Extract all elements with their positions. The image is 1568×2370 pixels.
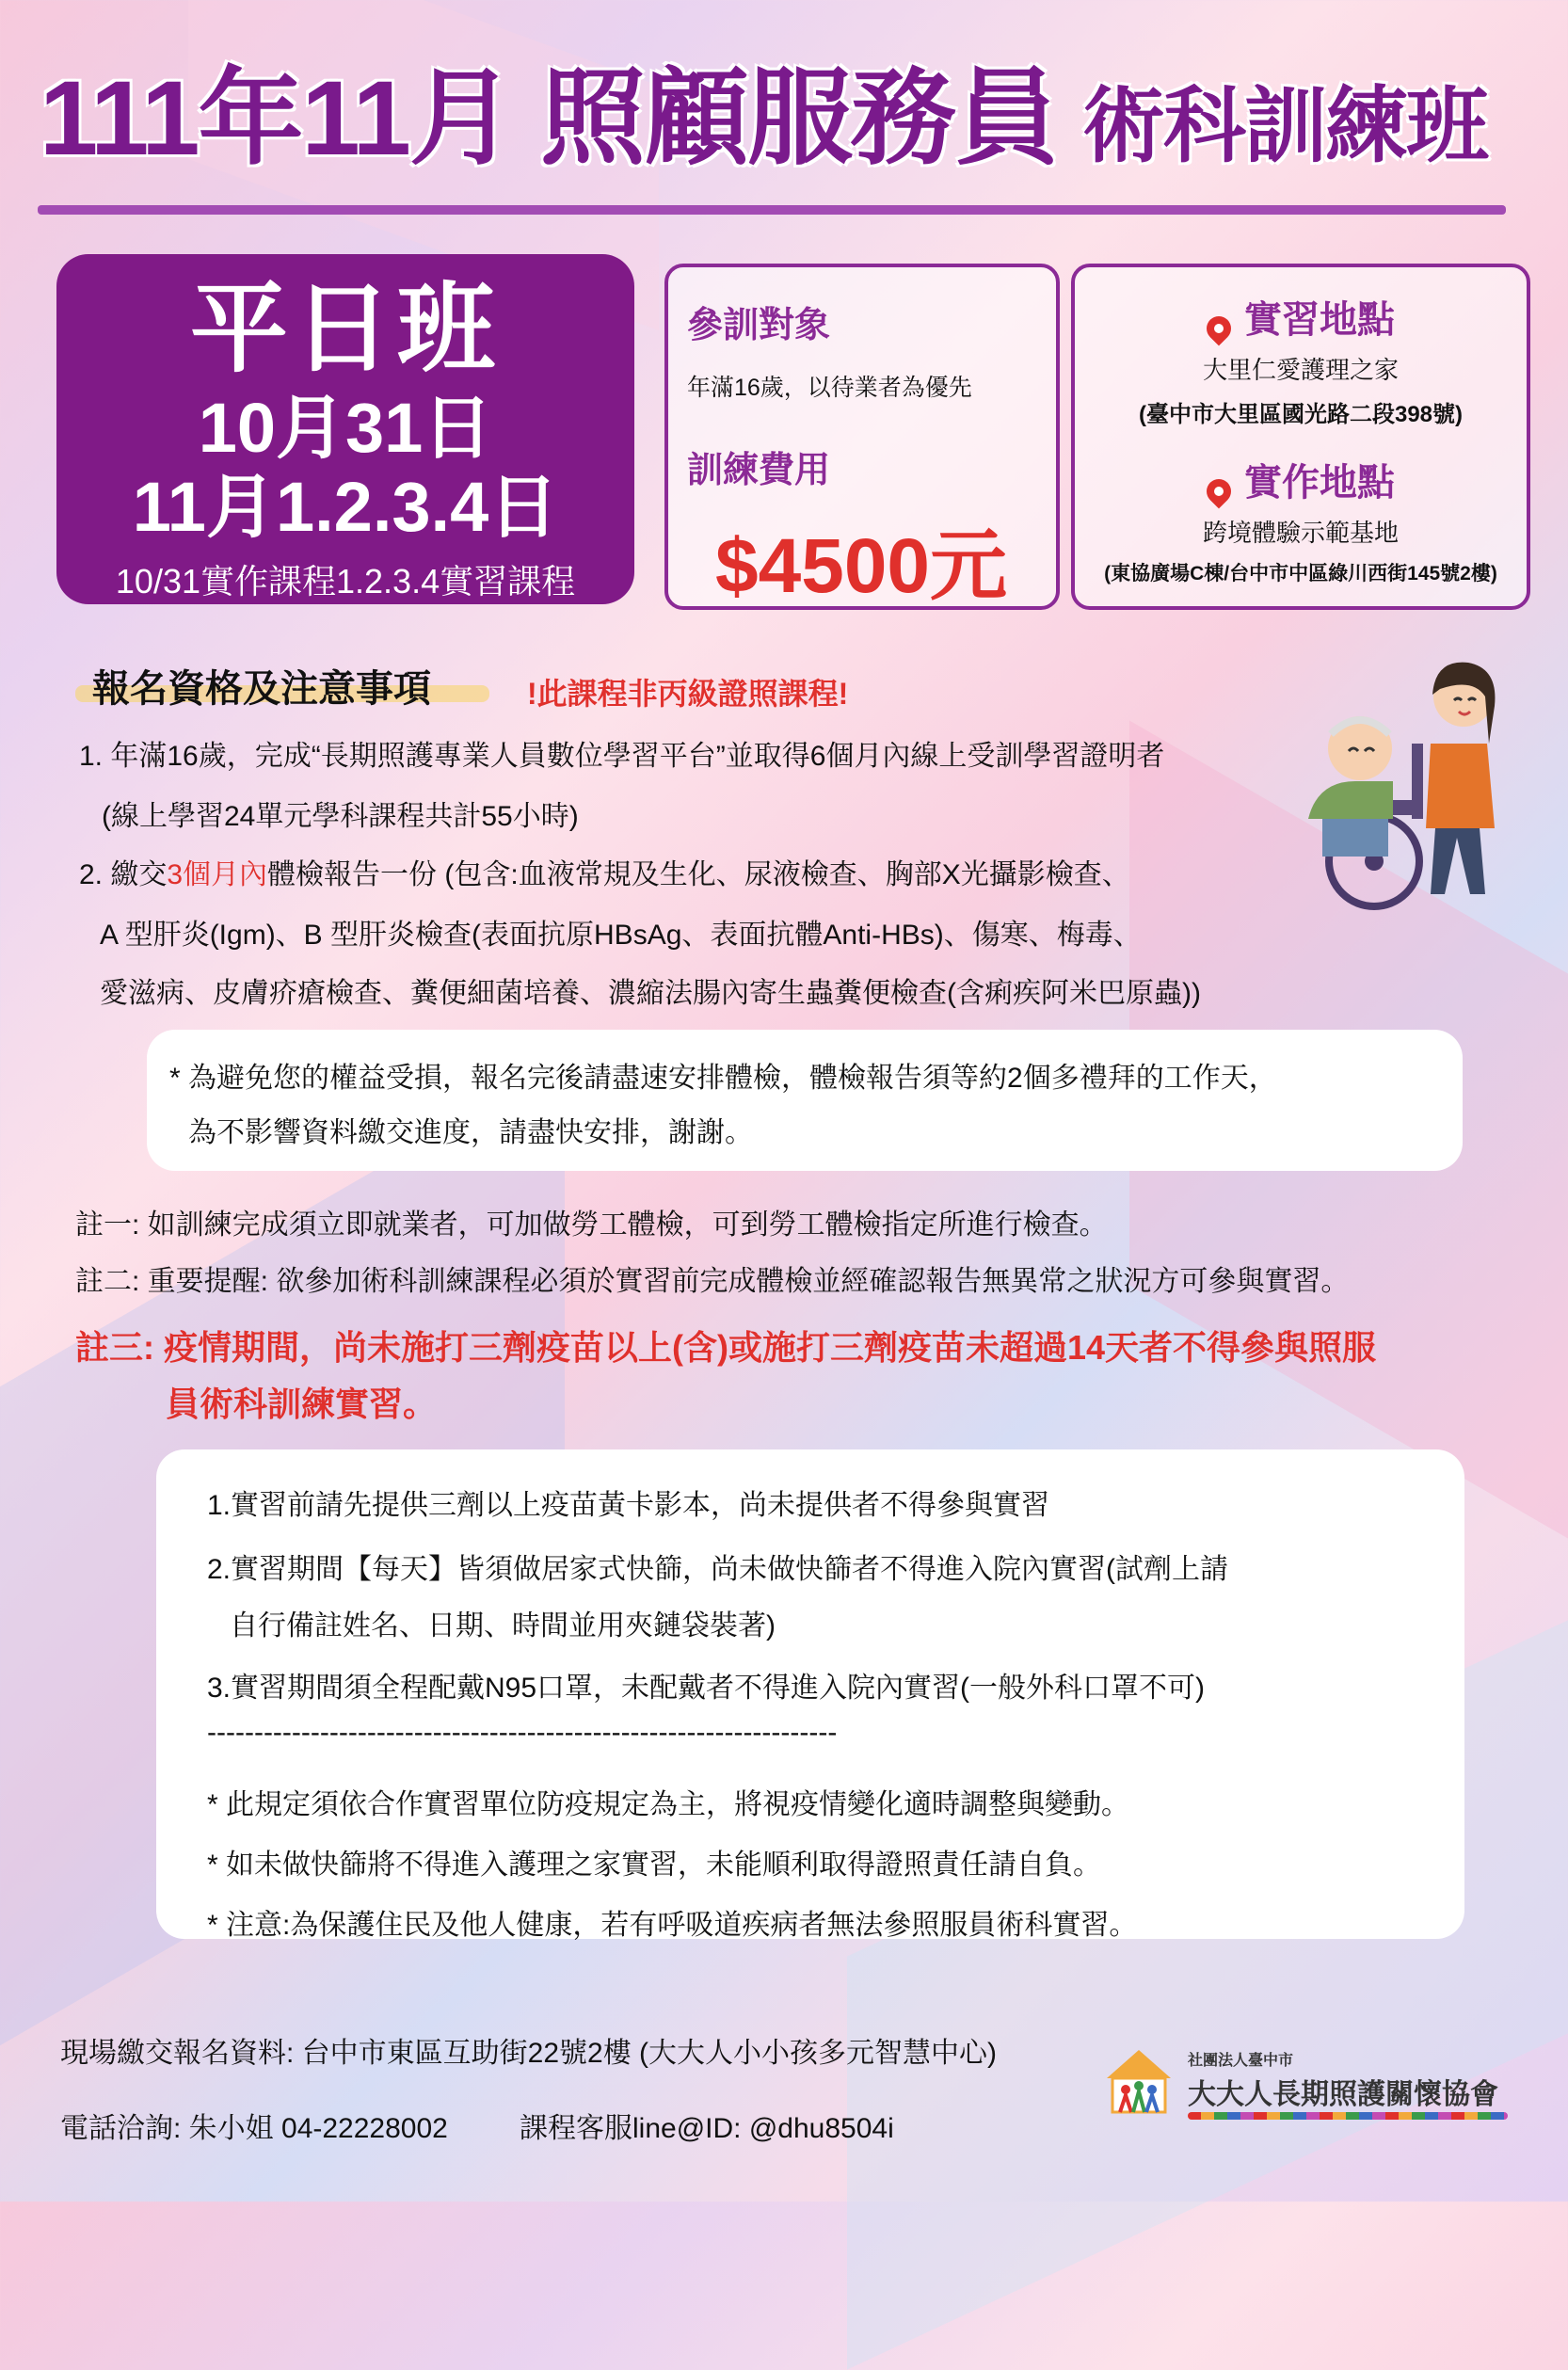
location-pin-icon bbox=[1202, 311, 1237, 345]
footer-phone: 電話洽詢: 朱小姐 04-22228002 bbox=[60, 2113, 448, 2144]
title-sub: 術科訓練班 bbox=[1082, 79, 1488, 172]
class-type: 平日班 bbox=[189, 275, 501, 384]
requirements-warning: !此課程非丙級證照課程! bbox=[527, 677, 849, 711]
rule-star-1: * 此規定須依合作實習單位防疫規定為主，將視疫情變化適時調整與變動。 bbox=[207, 1789, 1130, 1820]
requirement-item-2-line-3: 愛滋病、皮膚疥瘡檢查、糞便細菌培養、濃縮法腸內寄生蟲糞便檢查(含痢疾阿米巴原蟲)) bbox=[100, 978, 1201, 1009]
rule-3: 3.實習期間須全程配戴N95口罩，未配戴者不得進入院內實習(一般外科口罩不可) bbox=[207, 1673, 1206, 1704]
note-3-line-2: 員術科訓練實習。 bbox=[166, 1385, 438, 1423]
caregiver-wheelchair-illustration bbox=[1271, 640, 1515, 913]
rules-divider: ------------------------------------------------------------------- bbox=[207, 1717, 838, 1748]
intern-location-label: 實習地點 bbox=[1244, 299, 1395, 341]
org-name: 大大人長期照護關懷協會 bbox=[1188, 2079, 1498, 2110]
target-label: 參訓對象 bbox=[687, 306, 831, 345]
title-divider bbox=[38, 205, 1506, 215]
requirement-item-1: 1. 年滿16歲，完成“長期照護專業人員數位學習平台”並取得6個月內線上受訓學習證明者 bbox=[79, 741, 1165, 772]
location-card bbox=[1071, 264, 1530, 610]
notice-box bbox=[147, 1030, 1463, 1171]
rule-2: 2.實習期間【每天】皆須做居家式快篩，尚未做快篩者不得進入院內實習(試劑上請 bbox=[207, 1554, 1229, 1585]
requirement-item-2 bbox=[79, 851, 1130, 892]
org-subtitle: 社團法人臺中市 bbox=[1188, 2053, 1294, 2069]
note-1: 註一: 如訓練完成須立即就業者，可加做勞工體檢，可到勞工體檢指定所進行檢查。 bbox=[75, 1209, 1108, 1241]
page-title bbox=[40, 59, 1488, 177]
intern-location-name: 大里仁愛護理之家 bbox=[1202, 356, 1399, 384]
fee-label: 訓練費用 bbox=[687, 451, 831, 490]
footer-address: 現場繳交報名資料: 台中市東區互助街22號2樓 (大大人小小孩多元智慧中心) bbox=[60, 2038, 998, 2069]
notice-line-2: 為不影響資料繳交進度，請盡快安排，謝謝。 bbox=[188, 1117, 753, 1148]
note-3: 註三: 疫情期間，尚未施打三劑疫苗以上(含)或施打三劑疫苗未超過14天者不得參與照服 bbox=[75, 1328, 1377, 1367]
rule-1: 1.實習前請先提供三劑以上疫苗黃卡影本，尚未提供者不得參與實習 bbox=[207, 1490, 1050, 1521]
schedule-box bbox=[56, 254, 634, 604]
date-line-1: 10月31日 bbox=[198, 389, 493, 467]
info-card bbox=[664, 264, 1060, 610]
practice-location-label: 實作地點 bbox=[1244, 462, 1395, 504]
title-main: 111年11月 照顧服務員 bbox=[40, 59, 1059, 177]
fee-value: $4500元 bbox=[715, 523, 1008, 609]
practice-location-address: (東協廣場C棟/台中市中區綠川西街145號2樓) bbox=[1104, 563, 1497, 584]
item2-prefix: 2. 繳交 bbox=[79, 859, 168, 890]
note-2: 註二: 重要提醒: 欲參加術科訓練課程必須於實習前完成體檢並經確認報告無異常之狀況方可參與實習。 bbox=[75, 1266, 1350, 1297]
requirement-item-1-detail: (線上學習24單元學科課程共計55小時) bbox=[102, 801, 579, 832]
rule-star-3: * 注意:為保護住民及他人健康，若有呼吸道疾病者無法參照服員術科實習。 bbox=[207, 1910, 1138, 1941]
footer-line-id: 課程客服line@ID: @dhu8504i bbox=[520, 2113, 894, 2144]
organization-logo-icon bbox=[1101, 2042, 1176, 2118]
item2-rest: 體檢報告一份 (包含:血液常規及生化、尿液檢查、胸部X光攝影檢查、 bbox=[267, 859, 1130, 890]
org-logo-underline bbox=[1188, 2112, 1508, 2120]
date-line-2: 11月1.2.3.4日 bbox=[132, 468, 559, 546]
rule-star-2: * 如未做快篩將不得進入護理之家實習，未能順利取得證照責任請自負。 bbox=[207, 1850, 1102, 1881]
target-text: 年滿16歲，以待業者為優先 bbox=[687, 375, 972, 401]
requirement-item-2-line-2: A 型肝炎(Igm)、B 型肝炎檢查(表面抗原HBsAg、表面抗體Anti-HBs)、傷寒、梅毒、 bbox=[100, 920, 1142, 951]
notice-line-1: * 為避免您的權益受損，報名完後請盡速安排體檢，體檢報告須等約2個多禮拜的工作天， bbox=[169, 1063, 1277, 1094]
requirements-title: 報名資格及注意事項 bbox=[92, 668, 431, 710]
practice-location-name: 跨境體驗示範基地 bbox=[1202, 519, 1399, 547]
rules-box bbox=[156, 1449, 1464, 1939]
rule-2-detail: 自行備註姓名、日期、時間並用夾鏈袋裝著) bbox=[230, 1610, 776, 1641]
schedule-note: 10/31實作課程1.2.3.4實習課程 bbox=[115, 562, 576, 601]
item2-highlight: 3個月內 bbox=[167, 859, 268, 890]
intern-location-address: (臺中市大里區國光路二段398號) bbox=[1138, 402, 1464, 427]
location-pin-icon bbox=[1202, 473, 1237, 508]
